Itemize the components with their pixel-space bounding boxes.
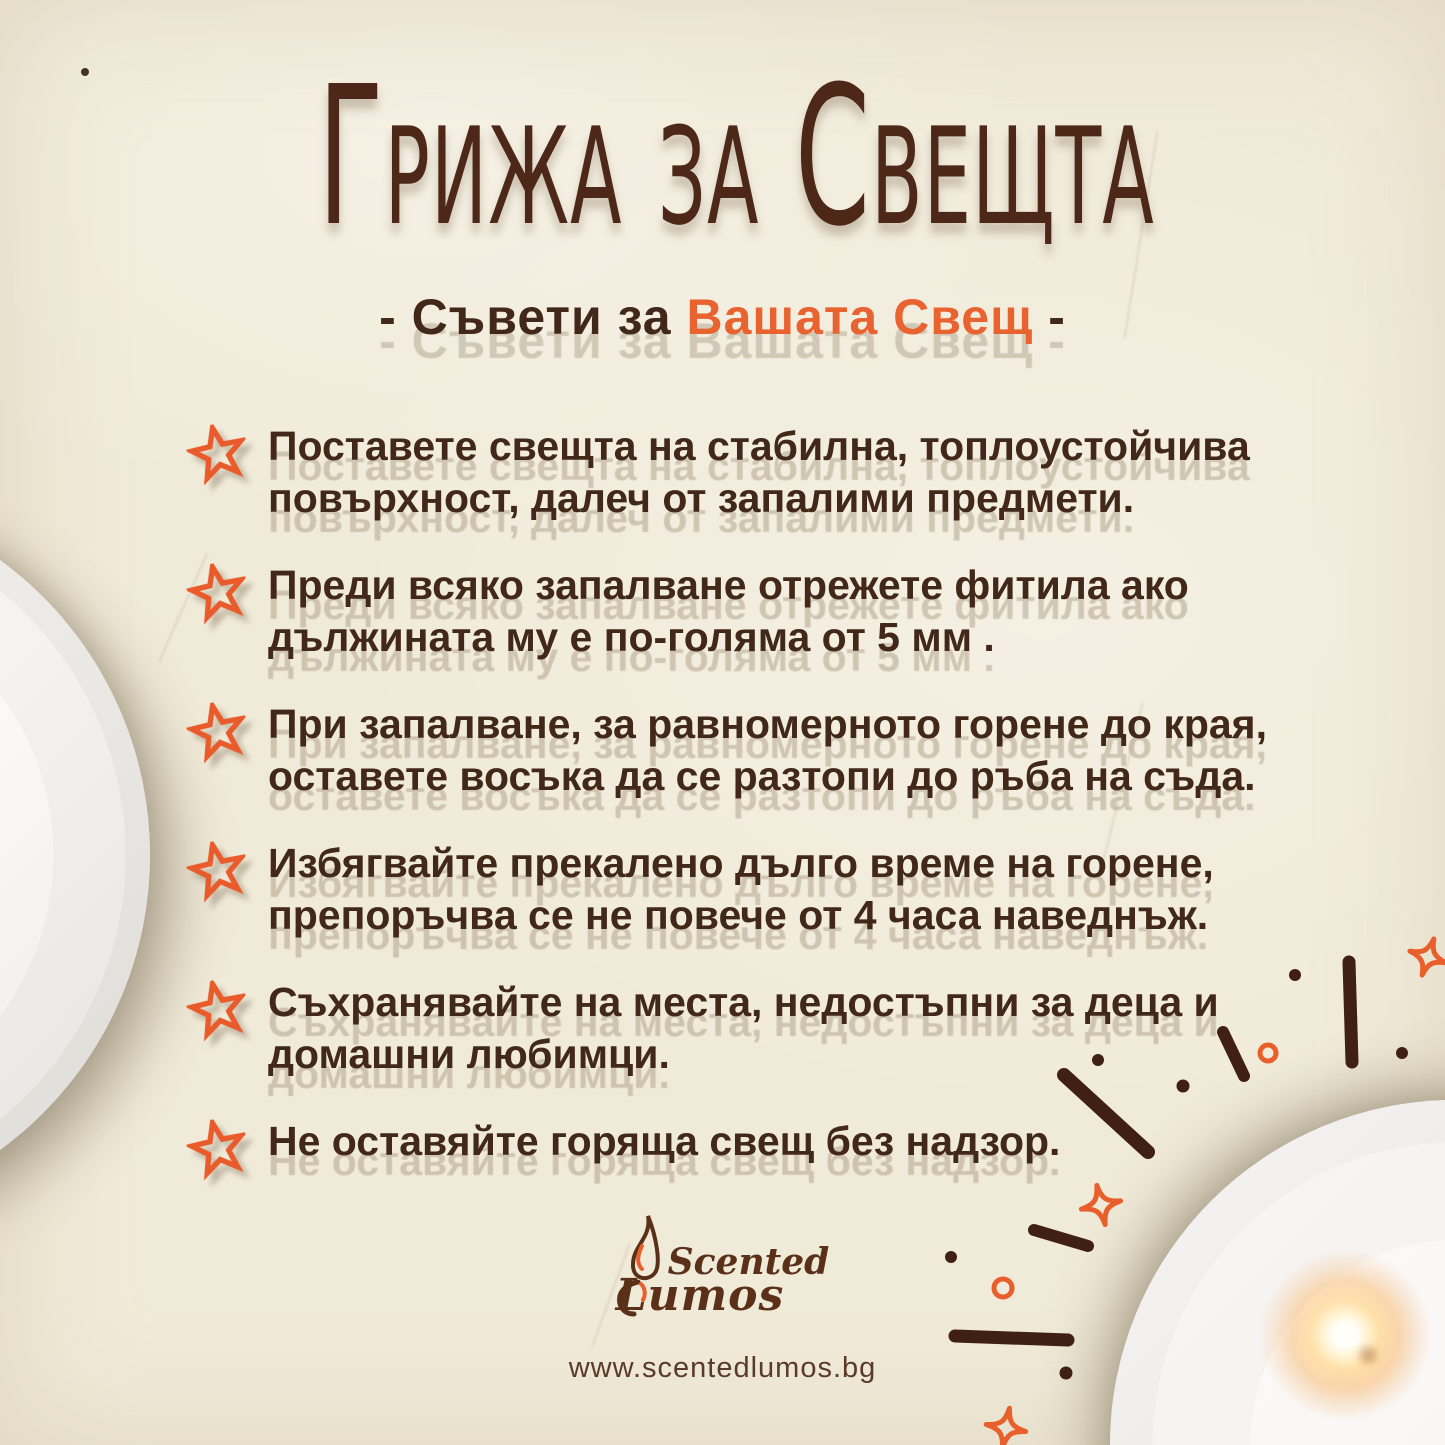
tip-text — [268, 559, 1189, 663]
sparkle-icon — [1404, 933, 1445, 981]
candle-flame-icon — [608, 1212, 674, 1318]
subtitle-suffix: - — [1048, 289, 1066, 345]
sparkle-icon — [983, 1405, 1029, 1445]
star-icon — [182, 696, 253, 767]
tip-line: Преди всяко запалване отрежете фитила ако — [268, 562, 1189, 608]
star-icon — [182, 835, 253, 906]
star-icon — [182, 418, 253, 489]
tip-text — [268, 976, 1219, 1080]
tip-line: повърхност, далеч от запалими предмети. — [268, 475, 1135, 521]
tip-text — [268, 698, 1267, 802]
brand-logo — [0, 1241, 1445, 1321]
ray-dash — [955, 1336, 1068, 1340]
website-url: www.scentedlumos.bg — [568, 1352, 877, 1384]
star-icon — [182, 557, 253, 628]
tip-line: При запалване, за равномерното горене до края, — [268, 701, 1267, 747]
tip-text — [268, 837, 1214, 941]
tip-line: Избягвайте прекалено дълго време на горене, — [268, 840, 1214, 886]
ray-dash — [1349, 962, 1352, 1062]
logo-text-lumos: Lumos — [615, 1270, 785, 1321]
tip-item — [188, 976, 1328, 1080]
dot-decoration — [1396, 1047, 1408, 1059]
tip-line: дължината му е по-голяма от 5 мм . — [268, 614, 995, 660]
candle-jar-photo-left — [0, 490, 150, 1220]
tip-line: препоръчва се не повече от 4 часа наведнъж. — [268, 892, 1209, 938]
subtitle — [0, 288, 1445, 346]
tip-line: Не оставяйте горяща свещ без надзор. — [268, 1118, 1061, 1164]
logo-text-scented: Scented — [667, 1241, 830, 1283]
tips-list — [188, 420, 1328, 1214]
tip-line: Съхранявайте на места, недостъпни за деца и — [268, 979, 1219, 1025]
tip-item — [188, 559, 1328, 663]
tip-text — [268, 420, 1250, 524]
subtitle-highlight: Вашата Свещ — [686, 289, 1034, 345]
star-icon — [182, 1113, 253, 1184]
star-icon — [182, 974, 253, 1045]
page-title: Грижа за Свещта — [317, 46, 1155, 269]
tip-text — [268, 1115, 1060, 1167]
tip-line: Поставете свещта на стабилна, топлоустойчива — [268, 423, 1250, 469]
tip-item — [188, 837, 1328, 941]
tip-item — [188, 1115, 1328, 1179]
subtitle-prefix: - Съвети за — [379, 289, 672, 345]
tip-line: оставете восъка да се разтопи до ръба на съда. — [268, 753, 1256, 799]
ink-dot — [81, 68, 89, 76]
tip-line: домашни любимци. — [268, 1031, 670, 1077]
tip-item — [188, 420, 1328, 524]
tip-item — [188, 698, 1328, 802]
